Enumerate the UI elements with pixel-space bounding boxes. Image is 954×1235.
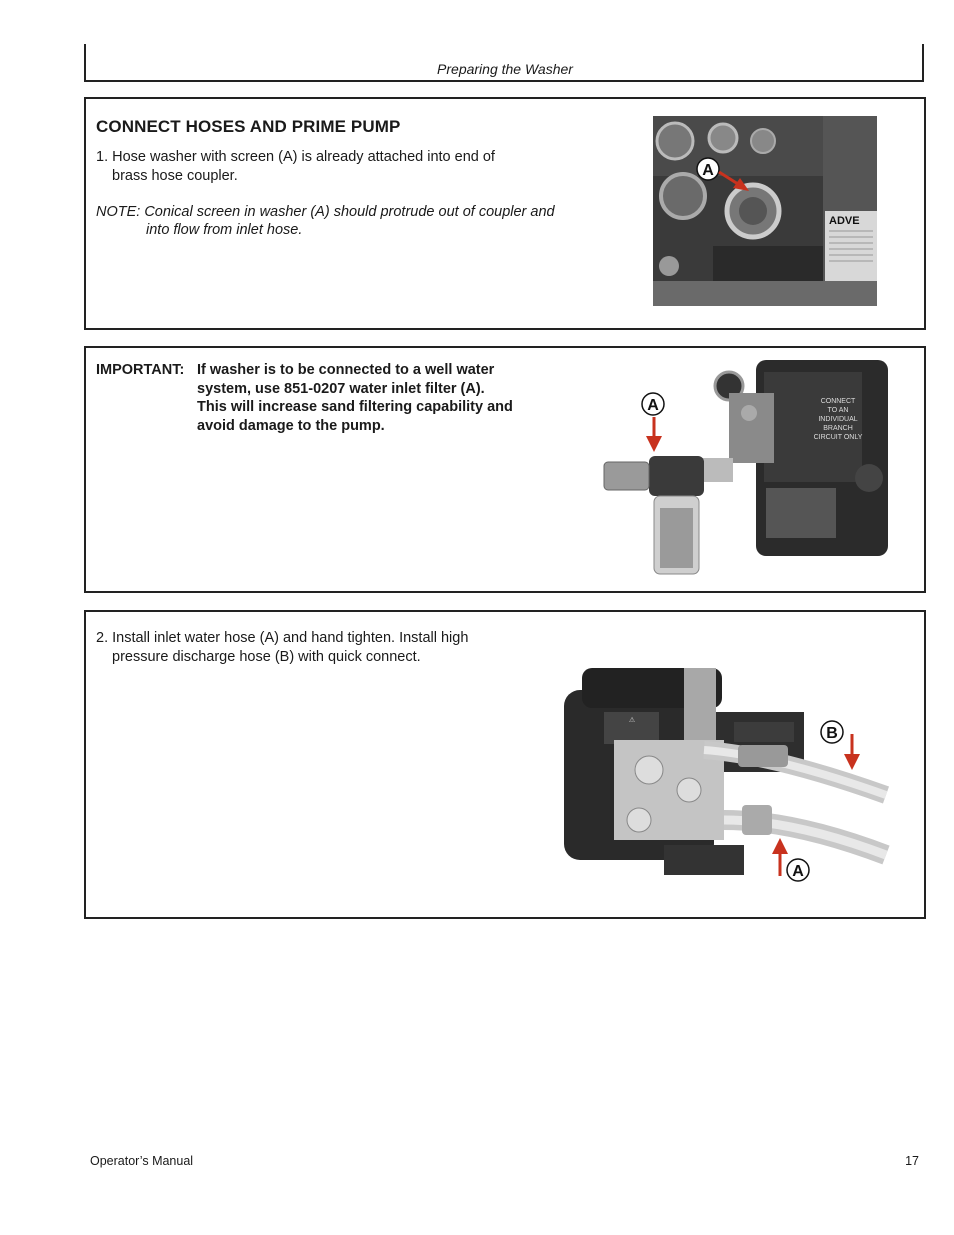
label-line-2: TO AN [827,407,849,414]
step-2-text: 2. Install inlet water hose (A) and hand tighten. Install high pressure discharge hose (B) with quick connect. [96,630,469,665]
note-text: NOTE: Conical screen in washer (A) should protrude out of coupler and into flow from inlet hose. [96,204,555,238]
footer-manual-title: Operator’s Manual [90,1154,194,1168]
callout-a [642,393,664,415]
hose-coupler-photo [653,116,877,306]
inlet-filter-photo [594,358,890,576]
step-1-text: 1. Hose washer with screen (A) is already attached into end of brass hose coupler. [96,149,495,184]
install-hoses-panel [84,610,926,919]
important-text: If washer is to be connected to a well water system, use 851-0207 water inlet filter (A). This will increase sand filtering capability and avoid damage to the pump. [197,362,513,434]
warning-label-text: ADVE [829,215,860,227]
important-notice [96,361,516,435]
important-label: IMPORTANT: [96,362,185,378]
svg-text:A: A [702,162,714,179]
page-header-title: Preparing the Washer [437,61,573,77]
callout-a [787,859,809,881]
callout-a [697,158,719,180]
label-line-1: CONNECT [820,398,856,405]
label-line-5: CIRCUIT ONLY [813,434,863,441]
page-header [84,44,924,82]
svg-text:B: B [826,725,838,742]
svg-text:A: A [647,397,659,414]
label-line-4: BRANCH [823,425,853,432]
important-panel [84,346,926,593]
callout-b [821,721,843,743]
footer-page-number: 17 [905,1154,919,1168]
pressure-washer-photo [554,660,890,896]
label-line-3: INDIVIDUAL [818,416,858,423]
svg-text:A: A [792,863,804,880]
svg-text:⚠: ⚠ [628,717,636,724]
connect-hoses-panel [84,97,926,330]
section-title: CONNECT HOSES AND PRIME PUMP [96,117,401,136]
